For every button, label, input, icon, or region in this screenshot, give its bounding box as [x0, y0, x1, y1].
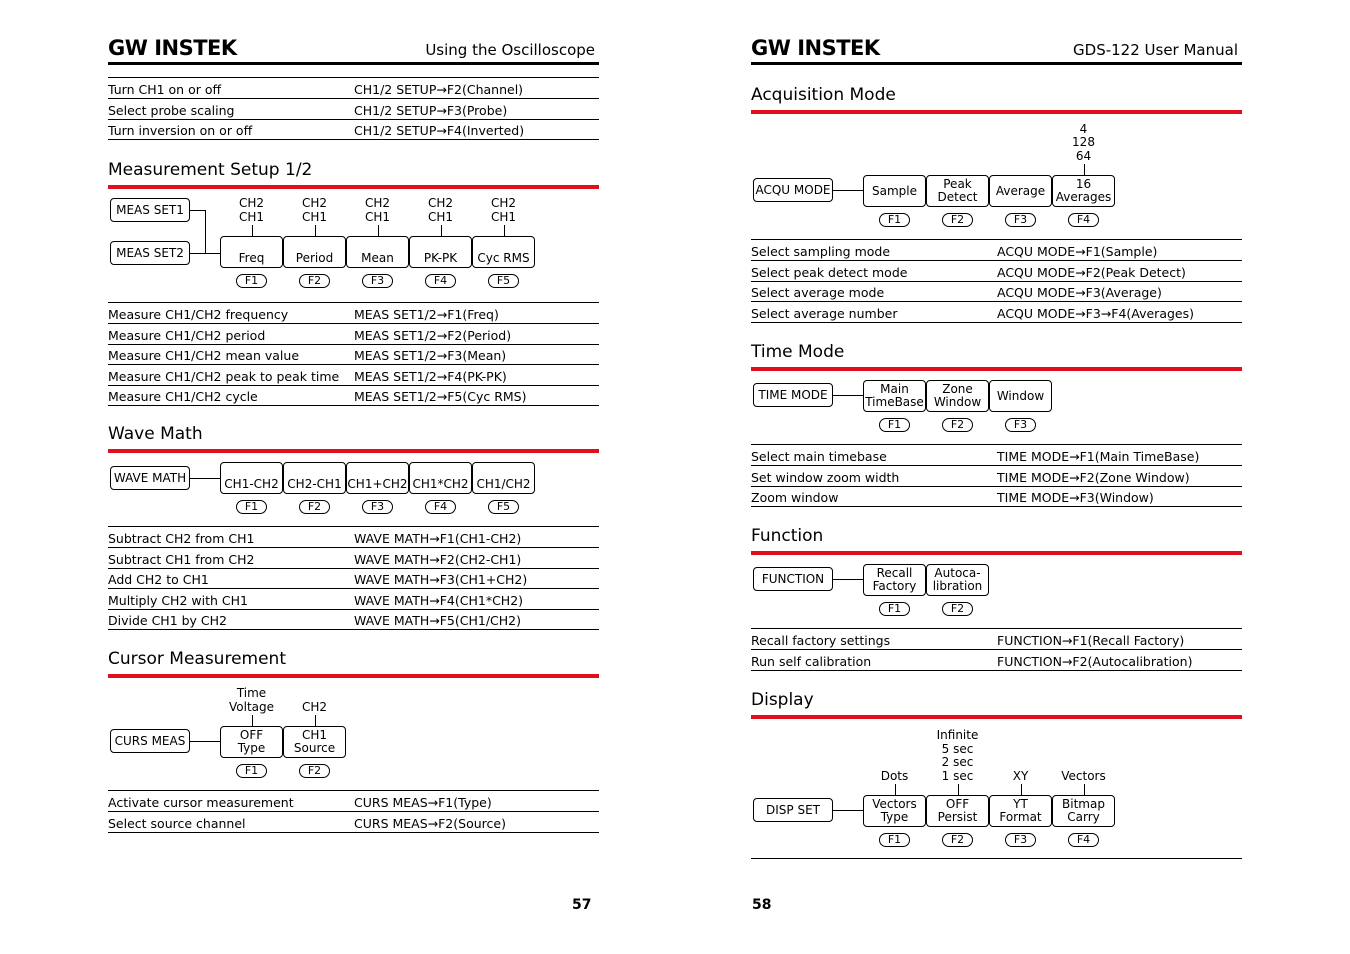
softkey-label: Sample	[863, 175, 926, 207]
row-description: Select peak detect mode	[751, 264, 908, 280]
section-title-function: Function	[751, 526, 824, 546]
function-key-f2: F2	[942, 602, 973, 616]
option-connector	[315, 715, 316, 726]
row-shortcut: FUNCTION→F2(Autocalibration)	[997, 653, 1193, 669]
softkey-label: Peak Detect	[926, 175, 989, 207]
header-rule	[108, 62, 599, 65]
table-row	[751, 629, 1242, 650]
menu-button-meas-set2: MEAS SET2	[110, 241, 190, 265]
softkey-label: Period	[283, 236, 346, 268]
softkey-label: CH1-CH2	[220, 462, 283, 494]
softkey-label: PK-PK	[409, 236, 472, 268]
table-row	[108, 78, 599, 99]
softkey-label: Recall Factory	[863, 564, 926, 596]
row-shortcut: CH1/2 SETUP→F3(Probe)	[354, 102, 508, 118]
header-rule	[751, 62, 1242, 65]
row-shortcut: MEAS SET1/2→F1(Freq)	[354, 307, 499, 322]
option-list: Vectors	[1061, 768, 1106, 783]
row-shortcut: WAVE MATH→F3(CH1+CH2)	[354, 572, 528, 587]
function-key-f1: F1	[879, 418, 910, 432]
gw-instek-logo: GW INSTEK	[751, 36, 880, 60]
menu-button-disp-set: DISP SET	[753, 798, 833, 822]
softkey-label: CH1*CH2	[409, 462, 472, 494]
table-row	[751, 445, 1242, 466]
softkey-label: YT Format	[989, 795, 1052, 827]
option-connector	[958, 784, 959, 795]
row-shortcut: TIME MODE→F2(Zone Window)	[997, 469, 1190, 485]
menu-button-function: FUNCTION	[753, 567, 833, 591]
section-rule	[751, 110, 1242, 114]
option-connector	[315, 225, 316, 236]
function-key-f1: F1	[879, 833, 910, 847]
softkey-label: Zone Window	[926, 380, 989, 412]
table-row	[108, 527, 599, 548]
softkey-label: OFF Type	[220, 726, 283, 758]
option-connector	[252, 225, 253, 236]
section-title-display: Display	[751, 690, 814, 710]
function-key-f2: F2	[942, 833, 973, 847]
section-title-acquisition: Acquisition Mode	[751, 85, 896, 105]
connector	[190, 741, 220, 742]
option-connector	[504, 225, 505, 236]
row-description: Turn CH1 on or off	[108, 82, 222, 97]
table-row	[751, 281, 1242, 302]
function-key-f3: F3	[362, 500, 393, 514]
option-connector	[895, 784, 896, 795]
page-number: 58	[752, 897, 772, 913]
table-row	[108, 99, 599, 120]
option-list: CH2 CH1	[364, 196, 391, 224]
row-shortcut: CURS MEAS→F2(Source)	[354, 815, 506, 831]
row-description: Measure CH1/CH2 cycle	[108, 389, 258, 404]
option-connector	[1084, 164, 1085, 175]
function-key-f1: F1	[879, 213, 910, 227]
row-description: Select average number	[751, 305, 898, 321]
connector	[833, 395, 863, 396]
function-key-f1: F1	[236, 274, 267, 288]
option-list: Time Voltage	[228, 686, 274, 714]
row-description: Turn inversion on or off	[108, 123, 253, 138]
function-key-f2: F2	[299, 500, 330, 514]
softkey-label: Vectors Type	[863, 795, 926, 827]
row-shortcut: WAVE MATH→F5(CH1/CH2)	[354, 613, 521, 628]
row-description: Measure CH1/CH2 period	[108, 327, 266, 343]
section-bottom-rule	[751, 858, 1242, 859]
softkey-label: OFF Persist	[926, 795, 989, 827]
row-shortcut: CURS MEAS→F1(Type)	[354, 795, 492, 810]
row-shortcut: ACQU MODE→F3→F4(Averages)	[997, 305, 1194, 321]
softkey-label: Main TimeBase	[863, 380, 926, 412]
section-title-time-mode: Time Mode	[751, 342, 845, 362]
menu-button-curs-meas: CURS MEAS	[110, 729, 190, 753]
row-description: Add CH2 to CH1	[108, 572, 209, 587]
table-row	[751, 650, 1242, 671]
section-rule	[108, 674, 599, 678]
row-description: Measure CH1/CH2 mean value	[108, 348, 300, 363]
softkey-label: Cyc RMS	[472, 236, 535, 268]
option-connector	[252, 715, 253, 726]
option-connector	[378, 225, 379, 236]
table-row	[108, 568, 599, 589]
softkey-label: Window	[989, 380, 1052, 412]
softkey-label: CH1 Source	[283, 726, 346, 758]
function-key-f4: F4	[425, 500, 456, 514]
row-shortcut: TIME MODE→F1(Main TimeBase)	[997, 449, 1200, 464]
table-row	[108, 303, 599, 324]
row-description: Activate cursor measurement	[108, 795, 294, 810]
option-list: CH2 CH1	[427, 196, 454, 224]
row-description: Select probe scaling	[108, 102, 235, 118]
row-shortcut: WAVE MATH→F2(CH2-CH1)	[354, 551, 522, 567]
function-key-f1: F1	[879, 602, 910, 616]
row-description: Measure CH1/CH2 frequency	[108, 307, 289, 322]
table-row	[108, 791, 599, 812]
table-row	[108, 385, 599, 406]
table-row	[108, 589, 599, 610]
function-key-f4: F4	[1068, 833, 1099, 847]
row-description: Select source channel	[108, 815, 246, 831]
connector	[190, 210, 205, 211]
row-shortcut: FUNCTION→F1(Recall Factory)	[997, 633, 1185, 648]
row-description: Divide CH1 by CH2	[108, 613, 228, 628]
row-description: Multiply CH2 with CH1	[108, 592, 248, 608]
page-number: 57	[572, 897, 592, 913]
softkey-label: Bitmap Carry	[1052, 795, 1115, 827]
row-shortcut: CH1/2 SETUP→F2(Channel)	[354, 82, 524, 97]
table-row	[108, 609, 599, 630]
row-description: Subtract CH2 from CH1	[108, 531, 255, 546]
menu-button-acqu-mode: ACQU MODE	[753, 178, 833, 202]
row-description: Select sampling mode	[751, 244, 891, 259]
menu-button-time-mode: TIME MODE	[753, 383, 833, 407]
softkey-label: CH1+CH2	[346, 462, 409, 494]
option-connector	[1084, 784, 1085, 795]
row-shortcut: TIME MODE→F3(Window)	[997, 490, 1154, 505]
connector	[833, 579, 863, 580]
section-title-cursor: Cursor Measurement	[108, 649, 286, 669]
section-title-wave-math: Wave Math	[108, 424, 203, 444]
function-key-f1: F1	[236, 764, 267, 778]
softkey-label: CH1/CH2	[472, 462, 535, 494]
option-list: 4 128 64	[1072, 121, 1095, 163]
section-rule	[751, 715, 1242, 719]
connector	[190, 253, 220, 254]
option-connector	[441, 225, 442, 236]
row-shortcut: MEAS SET1/2→F2(Period)	[354, 327, 512, 343]
function-key-f2: F2	[299, 274, 330, 288]
row-shortcut: ACQU MODE→F3(Average)	[997, 285, 1162, 300]
row-shortcut: MEAS SET1/2→F4(PK-PK)	[354, 368, 507, 384]
table-row	[751, 486, 1242, 507]
function-key-f2: F2	[299, 764, 330, 778]
connector	[205, 210, 206, 253]
softkey-label: Average	[989, 175, 1052, 207]
function-key-f2: F2	[942, 213, 973, 227]
table-row	[108, 119, 599, 140]
row-description: Select average mode	[751, 285, 885, 300]
row-description: Select main timebase	[751, 449, 887, 464]
option-connector	[1021, 784, 1022, 795]
section-rule	[751, 551, 1242, 555]
softkey-label: Autoca- libration	[926, 564, 989, 596]
option-list: CH2 CH1	[238, 196, 265, 224]
option-list: XY	[1012, 768, 1029, 783]
table-row	[751, 240, 1242, 261]
section-rule	[751, 367, 1242, 371]
row-description: Zoom window	[751, 490, 839, 505]
section-title-measurement: Measurement Setup 1/2	[108, 160, 313, 180]
page-header-title: Using the Oscilloscope	[425, 41, 595, 59]
table-row	[108, 344, 599, 365]
table-row	[108, 548, 599, 569]
row-shortcut: ACQU MODE→F2(Peak Detect)	[997, 264, 1186, 280]
function-key-f3: F3	[1005, 213, 1036, 227]
softkey-label: Freq	[220, 236, 283, 268]
gw-instek-logo: GW INSTEK	[108, 36, 237, 60]
table-row	[751, 466, 1242, 487]
function-key-f3: F3	[1005, 418, 1036, 432]
connector	[833, 190, 863, 191]
function-key-f2: F2	[942, 418, 973, 432]
menu-button-meas-set1: MEAS SET1	[110, 198, 190, 222]
row-shortcut: ACQU MODE→F1(Sample)	[997, 244, 1158, 259]
option-list: CH2 CH1	[490, 196, 517, 224]
row-description: Recall factory settings	[751, 633, 891, 648]
row-description: Subtract CH1 from CH2	[108, 551, 255, 567]
menu-button-wave-math: WAVE MATH	[110, 466, 190, 490]
option-list: CH2	[301, 699, 328, 714]
softkey-label: 16 Averages	[1052, 175, 1115, 207]
row-description: Measure CH1/CH2 peak to peak time	[108, 368, 340, 384]
function-key-f5: F5	[488, 274, 519, 288]
table-row	[751, 302, 1242, 323]
row-description: Set window zoom width	[751, 469, 900, 485]
row-shortcut: WAVE MATH→F1(CH1-CH2)	[354, 531, 522, 546]
table-row	[108, 365, 599, 386]
table-row	[108, 812, 599, 833]
table-row	[751, 261, 1242, 282]
connector	[833, 810, 863, 811]
softkey-label: Mean	[346, 236, 409, 268]
option-list: CH2 CH1	[301, 196, 328, 224]
row-shortcut: WAVE MATH→F4(CH1*CH2)	[354, 592, 524, 608]
softkey-label: CH2-CH1	[283, 462, 346, 494]
option-list: Dots	[880, 768, 909, 783]
function-key-f3: F3	[362, 274, 393, 288]
table-row	[108, 324, 599, 345]
section-rule	[108, 449, 599, 453]
function-key-f5: F5	[488, 500, 519, 514]
function-key-f4: F4	[1068, 213, 1099, 227]
row-description: Run self calibration	[751, 653, 872, 669]
function-key-f3: F3	[1005, 833, 1036, 847]
row-shortcut: CH1/2 SETUP→F4(Inverted)	[354, 123, 525, 138]
option-list: Infinite 5 sec 2 sec 1 sec	[936, 728, 979, 783]
row-shortcut: MEAS SET1/2→F5(Cyc RMS)	[354, 389, 527, 404]
row-shortcut: MEAS SET1/2→F3(Mean)	[354, 348, 507, 363]
function-key-f1: F1	[236, 500, 267, 514]
section-rule	[108, 185, 599, 189]
page-header-title: GDS-122 User Manual	[1073, 41, 1238, 59]
function-key-f4: F4	[425, 274, 456, 288]
connector	[190, 478, 220, 479]
